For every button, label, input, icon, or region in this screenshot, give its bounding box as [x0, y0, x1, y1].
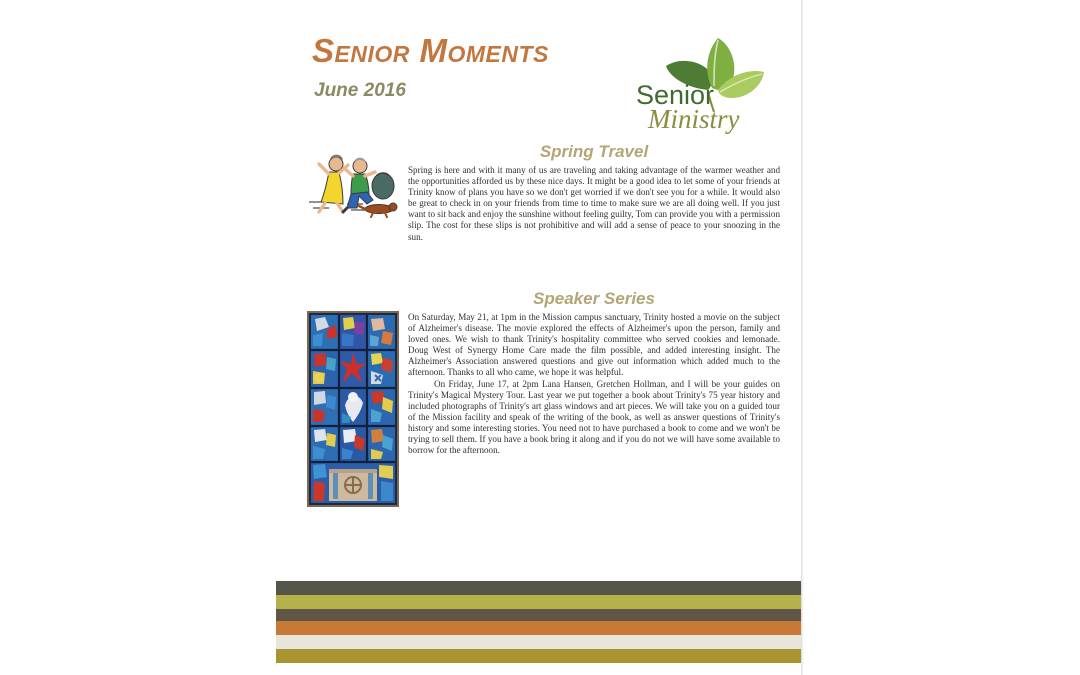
logo-word-senior: Senior	[636, 80, 715, 110]
glass-row-1	[311, 315, 395, 349]
article-spring-travel	[408, 143, 780, 243]
glass-row-4	[311, 427, 395, 461]
paragraph: Spring is here and with it many of us are traveling and taking advantage of the warmer weather and the opportunities afforded us by these nice days. It might be a good idea to let some of your friends at Trinity know of plans you have so we don't get worried if we don't see you for a while. It would also be great to check in on your friends from time to time to make sure we are all doing well. If you just want to sit back and enjoy the sunshine without feeling guilty, Tom can provide you with a permission slip. The cost for these slips is not prohibitive and will add a sense of peace to your snoozing in the sun.	[408, 165, 780, 242]
footer-stripe-band	[276, 581, 801, 666]
glass-row-3	[311, 389, 395, 425]
page-outer-background	[804, 0, 1080, 675]
masthead	[0, 0, 801, 140]
issue-date: June 2016	[314, 80, 406, 101]
stripe-cream	[276, 635, 801, 649]
glass-row-2	[311, 351, 395, 387]
article-heading-speaker-series: Speaker Series	[533, 289, 655, 308]
article-body-speaker-series	[408, 312, 780, 456]
dog-icon	[359, 203, 397, 217]
woman-figure	[319, 155, 348, 212]
logo-word-ministry: Ministry	[648, 104, 740, 134]
stripe-gold-olive	[276, 649, 801, 663]
stripe-orange	[276, 621, 801, 635]
page-title: Senior Moments	[312, 32, 549, 69]
senior-ministry-logo	[630, 28, 782, 138]
article-heading-spring-travel: Spring Travel	[539, 142, 649, 161]
stained-glass-window-photo	[307, 311, 399, 507]
suitcase-icon	[372, 173, 394, 199]
paragraph: On Saturday, May 21, at 1pm in the Mission campus sanctuary, Trinity hosted a movie on the subject of Alzheimer's disease. The movie explored the effects of Alzheimer's upon the person, family and loved ones. We wish to thank Trinity's hospitality committee who served cookies and lemonade. Doug West of Synergy Home Care made the film possible, and added interesting insight. The Alzheimer's Association answered questions and give out information which added much to the afternoon. Thanks to all who came, we hope it was helpful.	[408, 312, 780, 378]
seniors-running-clipart	[303, 146, 403, 218]
stripe-olive-yellow	[276, 595, 801, 609]
glass-row-5-altar	[311, 463, 395, 503]
article-body-spring-travel	[408, 165, 780, 243]
article-speaker-series	[408, 290, 780, 456]
stripe-dark-olive-gray	[276, 581, 801, 595]
paragraph: On Friday, June 17, at 2pm Lana Hansen, Gretchen Hollman, and I will be your guides on Trinity's Magical Mystery Tour. Last year we put together a book about Trinity's 75 year history and included photographs of Trinity's art glass windows and art pieces. We will take you on a guided tour of the Mission facility and speak of the writing of the book, as well as answer questions of Trinity's history and some interesting stories. You need not to have purchased a book to come and we won't be trying to sell them. If you have a book bring it along and if you do not we will have some available to borrow for the afternoon.	[408, 378, 780, 456]
stripe-dark-brown	[276, 609, 801, 621]
